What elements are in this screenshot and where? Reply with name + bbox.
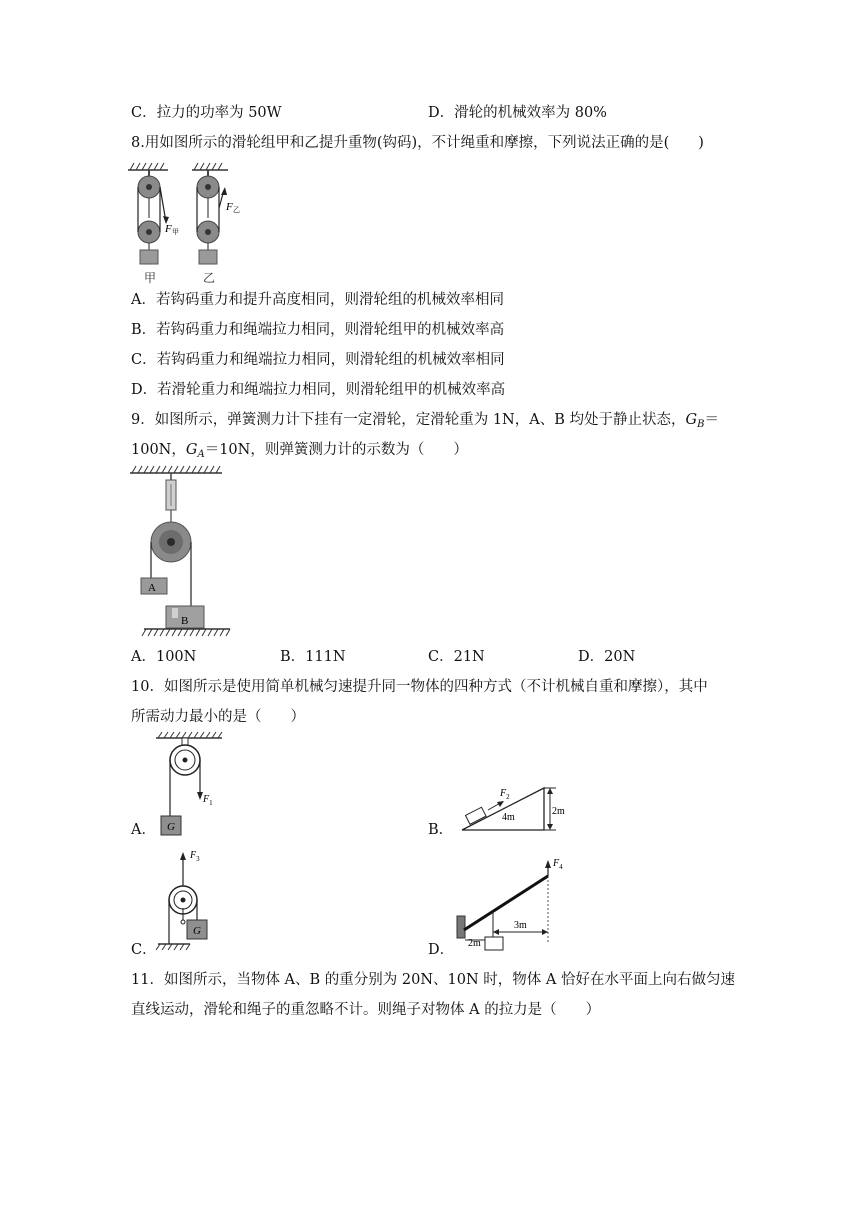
- svg-text:乙: 乙: [233, 206, 240, 214]
- q9-option-d: D．20N: [578, 649, 636, 665]
- q7-option-c: C．拉力的功率为 50W: [131, 105, 282, 121]
- q9-option-c: C．21N: [428, 649, 485, 665]
- q8-force-left: F: [165, 223, 172, 235]
- q10-d-left-len: 2m: [468, 938, 481, 949]
- q10-stem-line1: 10．如图所示是使用简单机械匀速提升同一物体的四种方式（不计机械自重和摩擦），其中: [131, 679, 708, 695]
- q8-option-a: A．若钩码重力和提升高度相同，则滑轮组的机械效率相同: [131, 292, 504, 308]
- q8-label-right: 乙: [203, 271, 216, 285]
- q10-f3-label: $F_3$: [190, 850, 200, 863]
- q7-option-d: D．滑轮的机械效率为 80%: [428, 105, 607, 121]
- q9-stem-line1: 9．如图所示，弹簧测力计下挂有一定滑轮，定滑轮重为 1N，A、B 均处于静止状态，$G_B=$: [131, 412, 719, 430]
- q10-fig-a-fixed-pulley: [150, 730, 230, 838]
- q9-spring-scale-figure: [126, 462, 238, 640]
- q10-d-right-len: 3m: [514, 920, 527, 931]
- q10-option-b-label: B．: [428, 822, 454, 838]
- q10-fig-c-movable-pulley: [150, 848, 230, 956]
- q9-option-b: B．111N: [280, 649, 346, 665]
- q10-fig-d-lever: [452, 852, 572, 954]
- q10-stem-line2: 所需动力最小的是（ ）: [131, 709, 305, 725]
- q8-stem: 8.用如图所示的滑轮组甲和乙提升重物(钩码)，不计绳重和摩擦，下列说法正确的是( ): [131, 135, 704, 151]
- q8-pulley-figure: [126, 158, 246, 286]
- q10-option-d-label: D．: [428, 942, 455, 958]
- q11-stem-line1: 11．如图所示，当物体 A、B 的重分别为 20N、10N 时，物体 A 恰好在水平面上向右做匀速: [131, 972, 735, 988]
- q10-option-a-label: A．: [131, 822, 156, 838]
- svg-text:G: G: [167, 821, 175, 833]
- q8-option-b: B．若钩码重力和绳端拉力相同，则滑轮组甲的机械效率高: [131, 322, 505, 338]
- q8-force-right: F: [226, 201, 233, 213]
- q10-b-length: 4m: [502, 812, 515, 823]
- q9-block-b: B: [181, 615, 189, 627]
- q9-option-a: A．100N: [131, 649, 197, 665]
- svg-text:G: G: [193, 925, 201, 937]
- q10-f2-label: $F_2$: [500, 788, 510, 801]
- q10-b-height: 2m: [552, 806, 565, 817]
- q10-fig-b-incline: [456, 778, 576, 836]
- q10-option-c-label: C．: [131, 942, 157, 958]
- q10-f1-label: $F_1$: [203, 794, 213, 807]
- q8-label-left: 甲: [144, 271, 157, 285]
- q9-stem-line2: 100N，$G_A=10N$，则弹簧测力计的示数为（ ）: [131, 442, 468, 460]
- q9-block-a: A: [148, 582, 156, 594]
- q8-option-c: C．若钩码重力和绳端拉力相同，则滑轮组的机械效率相同: [131, 352, 505, 368]
- q10-f4-label: $F_4$: [553, 858, 563, 871]
- svg-text:甲: 甲: [172, 228, 179, 236]
- q8-option-d: D．若滑轮重力和绳端拉力相同，则滑轮组甲的机械效率高: [131, 382, 506, 398]
- q11-stem-line2: 直线运动，滑轮和绳子的重忽略不计。则绳子对物体 A 的拉力是（ ）: [131, 1002, 601, 1018]
